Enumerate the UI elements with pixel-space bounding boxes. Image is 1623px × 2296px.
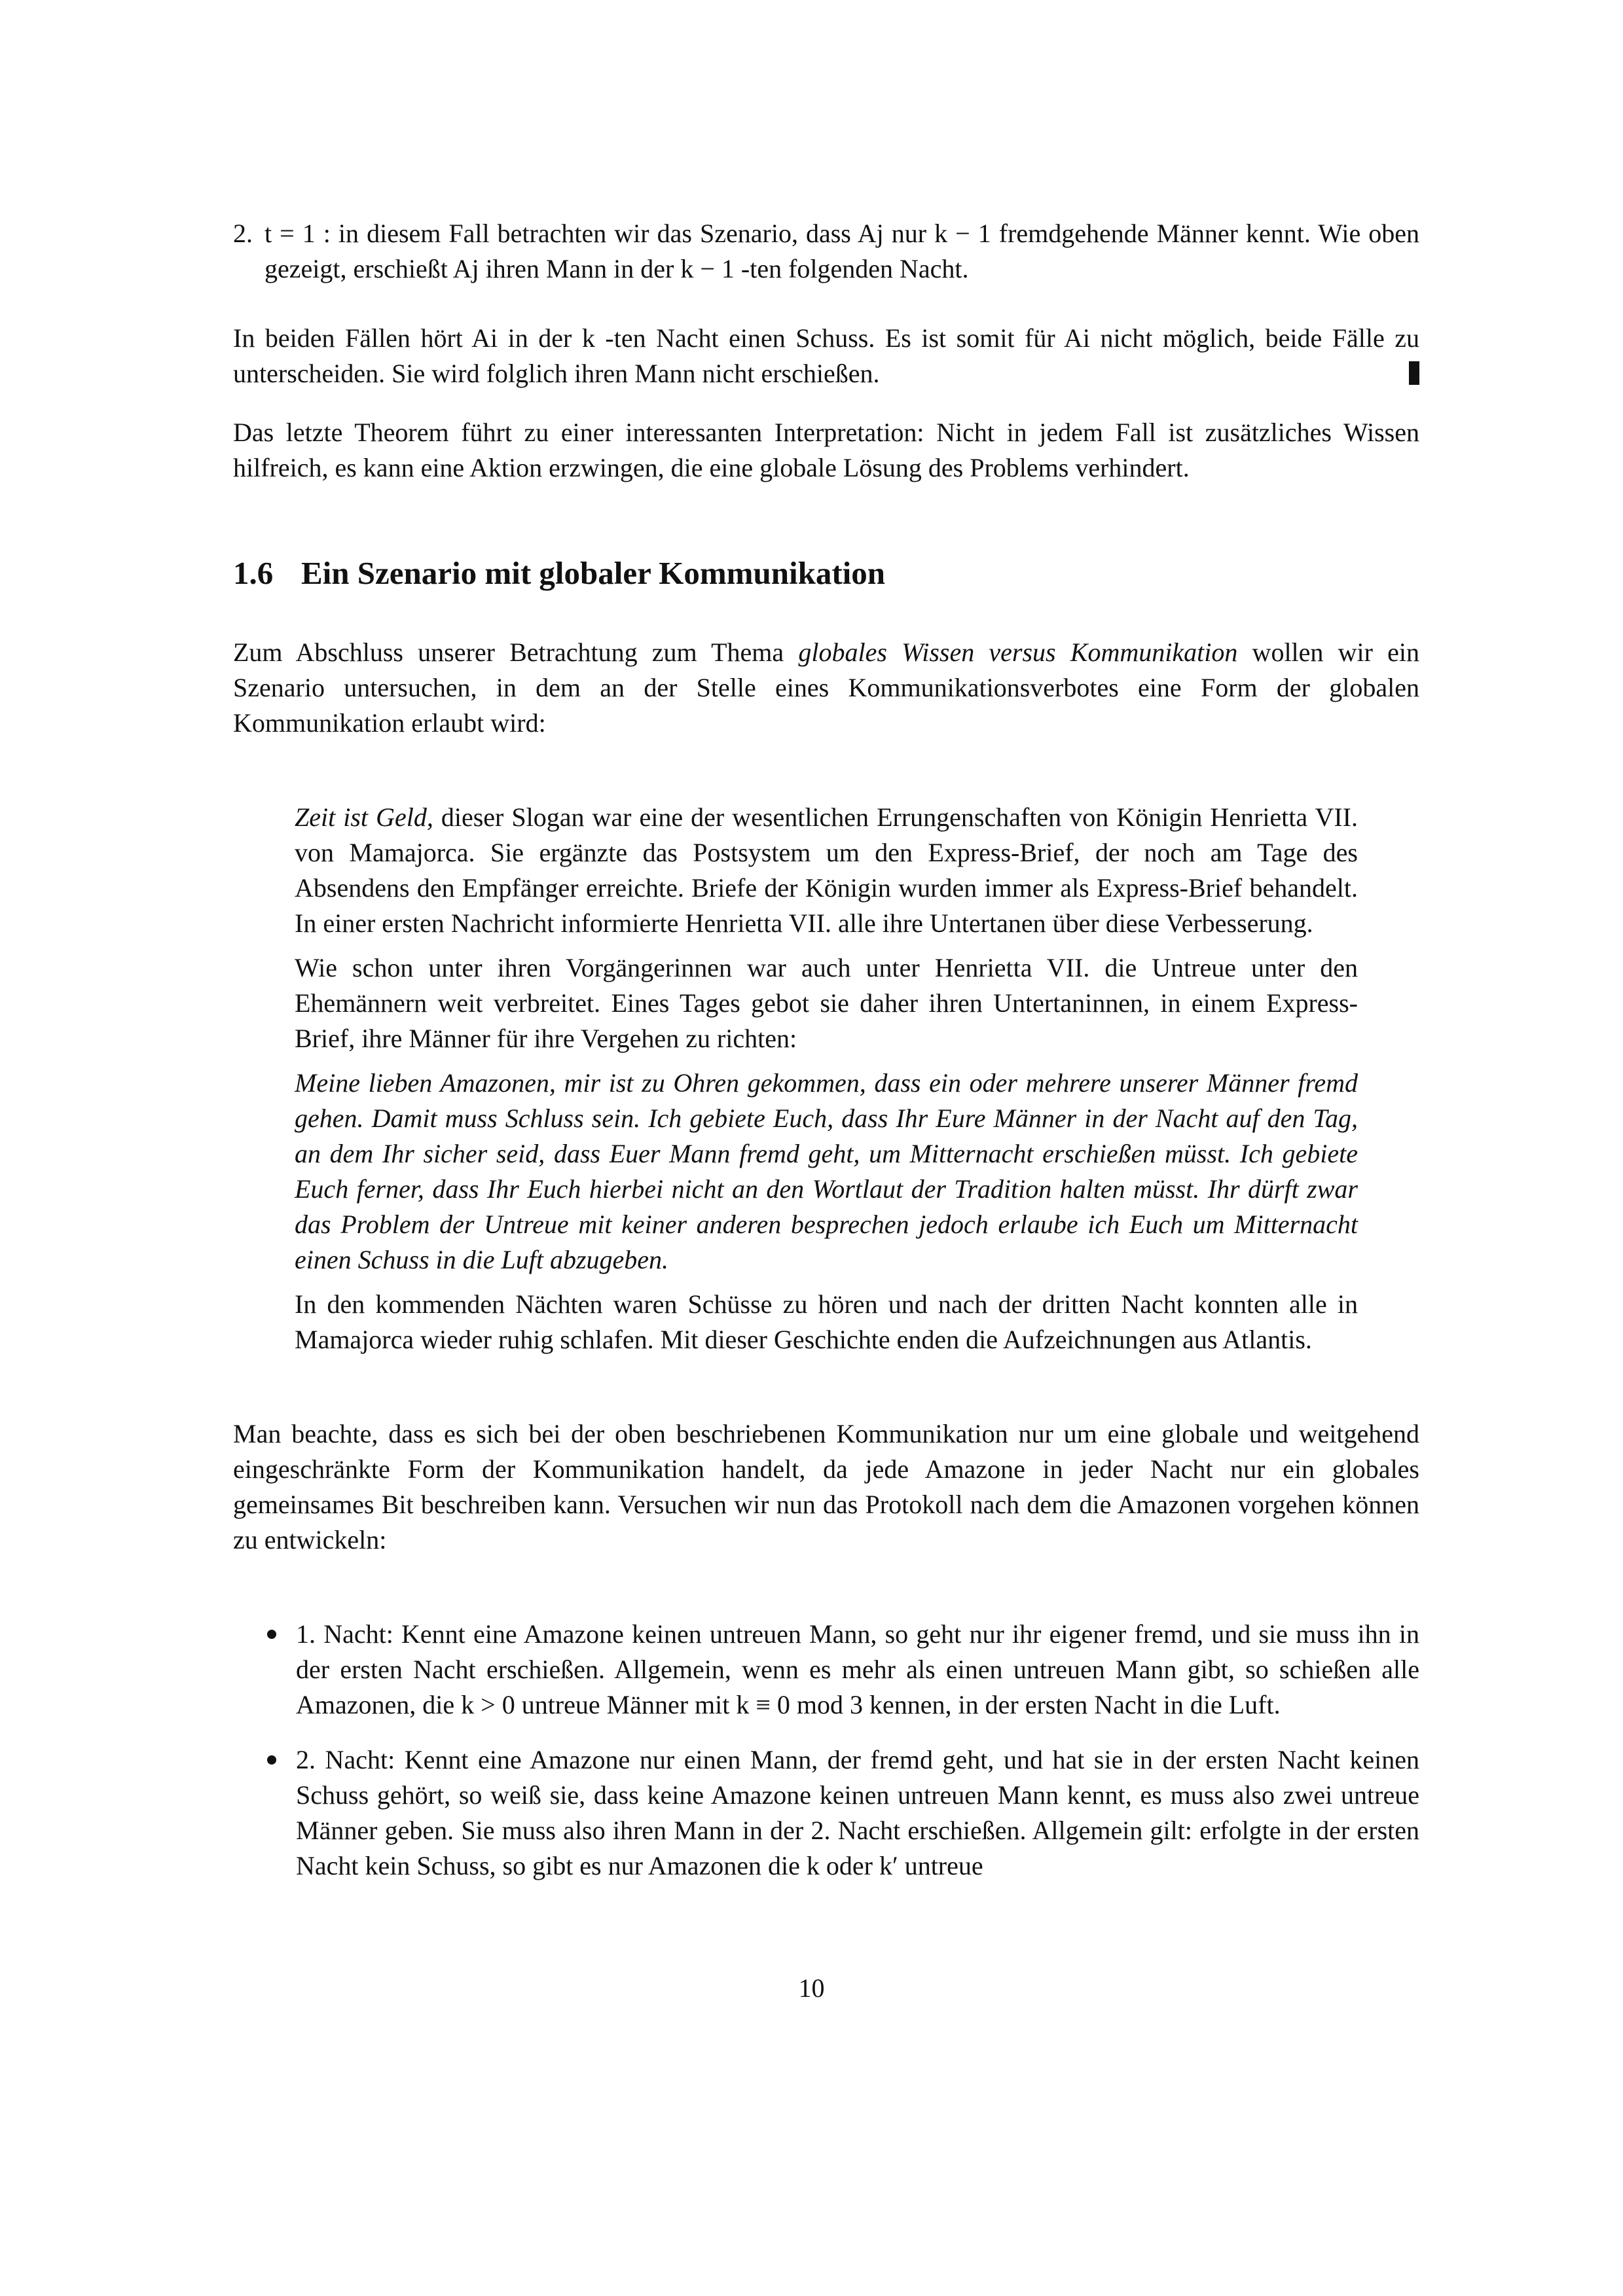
bullet-icon — [267, 1630, 276, 1639]
page-content — [233, 216, 1419, 1903]
intro-emphasis: globales Wissen versus Kommunikation — [798, 637, 1238, 667]
section-number: 1.6 — [233, 555, 274, 591]
night-protocol-list — [233, 1617, 1419, 1884]
list-item — [233, 1617, 1419, 1723]
theorem-paragraph: Das letzte Theorem führt zu einer interessanten Interpretation: Nicht in jedem Fall ist zusätzliches Wissen hilfreich, es kann eine Aktion erzwingen, die eine globale Lösung des Problems verhindert. — [233, 418, 1419, 482]
quote-paragraph-4: In den kommenden Nächten waren Schüsse zu hören und nach der dritten Nacht konnten alle in Mamajorca wieder ruhig schlafen. Mit dieser Geschichte enden die Aufzeichnungen aus Atlantis. — [295, 1289, 1358, 1354]
quote-paragraph-1 — [295, 800, 1358, 941]
quote-paragraph-2: Wie schon unter ihren Vorgängerinnen war auch unter Henrietta VII. die Untreue unter den Ehemännern weit verbreitet. Eines Tages gebot sie daher ihren Untertaninnen, in einem Express-Brief, ihre Männer für ihre Vergehen zu richten: — [295, 953, 1358, 1053]
qed-square-icon — [1409, 361, 1419, 385]
cases-paragraph — [233, 321, 1419, 391]
page-number: 10 — [798, 1973, 825, 2003]
note-paragraph: Man beachte, dass es sich bei der oben beschriebenen Kommunikation nur um eine globale und weitgehend eingeschränkte Form der Kommunikation handelt, da jede Amazone in jeder Nacht nur ein globales gemeinsames Bit beschreiben kann. Versuchen wir nun das Protokoll nach dem die Amazonen vorgehen können zu entwickeln: — [233, 1419, 1419, 1554]
list-item-text: 2. Nacht: Kennt eine Amazone nur einen Mann, der fremd geht, und hat sie in der ersten Nacht keinen Schuss gehört, so weiß sie, dass keine Amazone keinen untreuen Mann kennt, es muss also zwei untreue Männer geben. Sie muss also ihren Mann in der 2. Nacht erschießen. Allgemein gilt: erfolgte in der ersten Nacht kein Schuss, so gibt es nur Amazonen die k oder k′ untreue — [296, 1745, 1419, 1880]
section-heading — [233, 554, 1419, 593]
enum-number: 2. — [233, 219, 253, 248]
intro-text-before: Zum Abschluss unserer Betrachtung zum Thema — [233, 637, 799, 667]
quote-p1-text: dieser Slogan war eine der wesentlichen Errungenschaften von Königin Henrietta VII. von Mamajorca. Sie ergänzte das Postsystem um den Express-Brief, der noch am Tage des Absendens den Empfänger erreichte. Briefe der Königin wurden immer als Express-Brief behandelt. In einer ersten Nachricht informierte Henrietta VII. alle ihre Untertanen über diese Verbesserung. — [295, 802, 1358, 938]
quote-paragraph-3-letter: Meine lieben Amazonen, mir ist zu Ohren gekommen, dass ein oder mehrere unserer Männer fremd gehen. Damit muss Schluss sein. Ich gebiete Euch, dass Ihr Eure Männer in der Nacht auf den Tag, an dem Ihr sicher seid, dass Euer Mann fremd geht, um Mitternacht erschießen müsst. Ich gebiete Euch ferner, dass Ihr Euch hierbei nicht an den Wortlaut der Tradition halten müsst. Ihr dürft zwar das Problem der Untreue mit keiner anderen besprechen jedoch erlaube ich Euch um Mitternacht einen Schuss in die Luft abzugeben. — [295, 1068, 1358, 1274]
list-item-text: 1. Nacht: Kennt eine Amazone keinen untreuen Mann, so geht nur ihr eigener fremd, und sie muss ihn in der ersten Nacht erschießen. Allgemein, wenn es mehr als einen untreuen Mann gibt, so schießen alle Amazonen, die k > 0 untreue Männer mit k ≡ 0 mod 3 kennen, in der ersten Nacht in die Luft. — [296, 1619, 1419, 1719]
intro-paragraph — [233, 635, 1419, 741]
enumerated-item-2 — [233, 216, 1419, 287]
list-item — [233, 1742, 1419, 1884]
bullet-icon — [267, 1755, 276, 1765]
intro-text-after: wollen wir ein Szenario untersuchen, in dem an der Stelle eines Kommunikationsverbotes eine Form der globalen Kommunikation erlaubt wird: — [233, 637, 1419, 738]
cases-text: In beiden Fällen hört Ai in der k -ten Nacht einen Schuss. Es ist somit für Ai nicht möglich, beide Fälle zu unterscheiden. Sie wird folglich ihren Mann nicht erschießen. — [233, 323, 1419, 388]
section-title: Ein Szenario mit globaler Kommunikation — [301, 555, 886, 591]
quote-slogan: Zeit ist Geld, — [295, 802, 433, 832]
enum-text: t = 1 : in diesem Fall betrachten wir das Szenario, dass Aj nur k − 1 fremdgehende Männer kennt. Wie oben gezeigt, erschießt Aj ihren Mann in der k − 1 -ten folgenden Nacht. — [264, 219, 1419, 283]
story-quote — [295, 800, 1358, 1357]
